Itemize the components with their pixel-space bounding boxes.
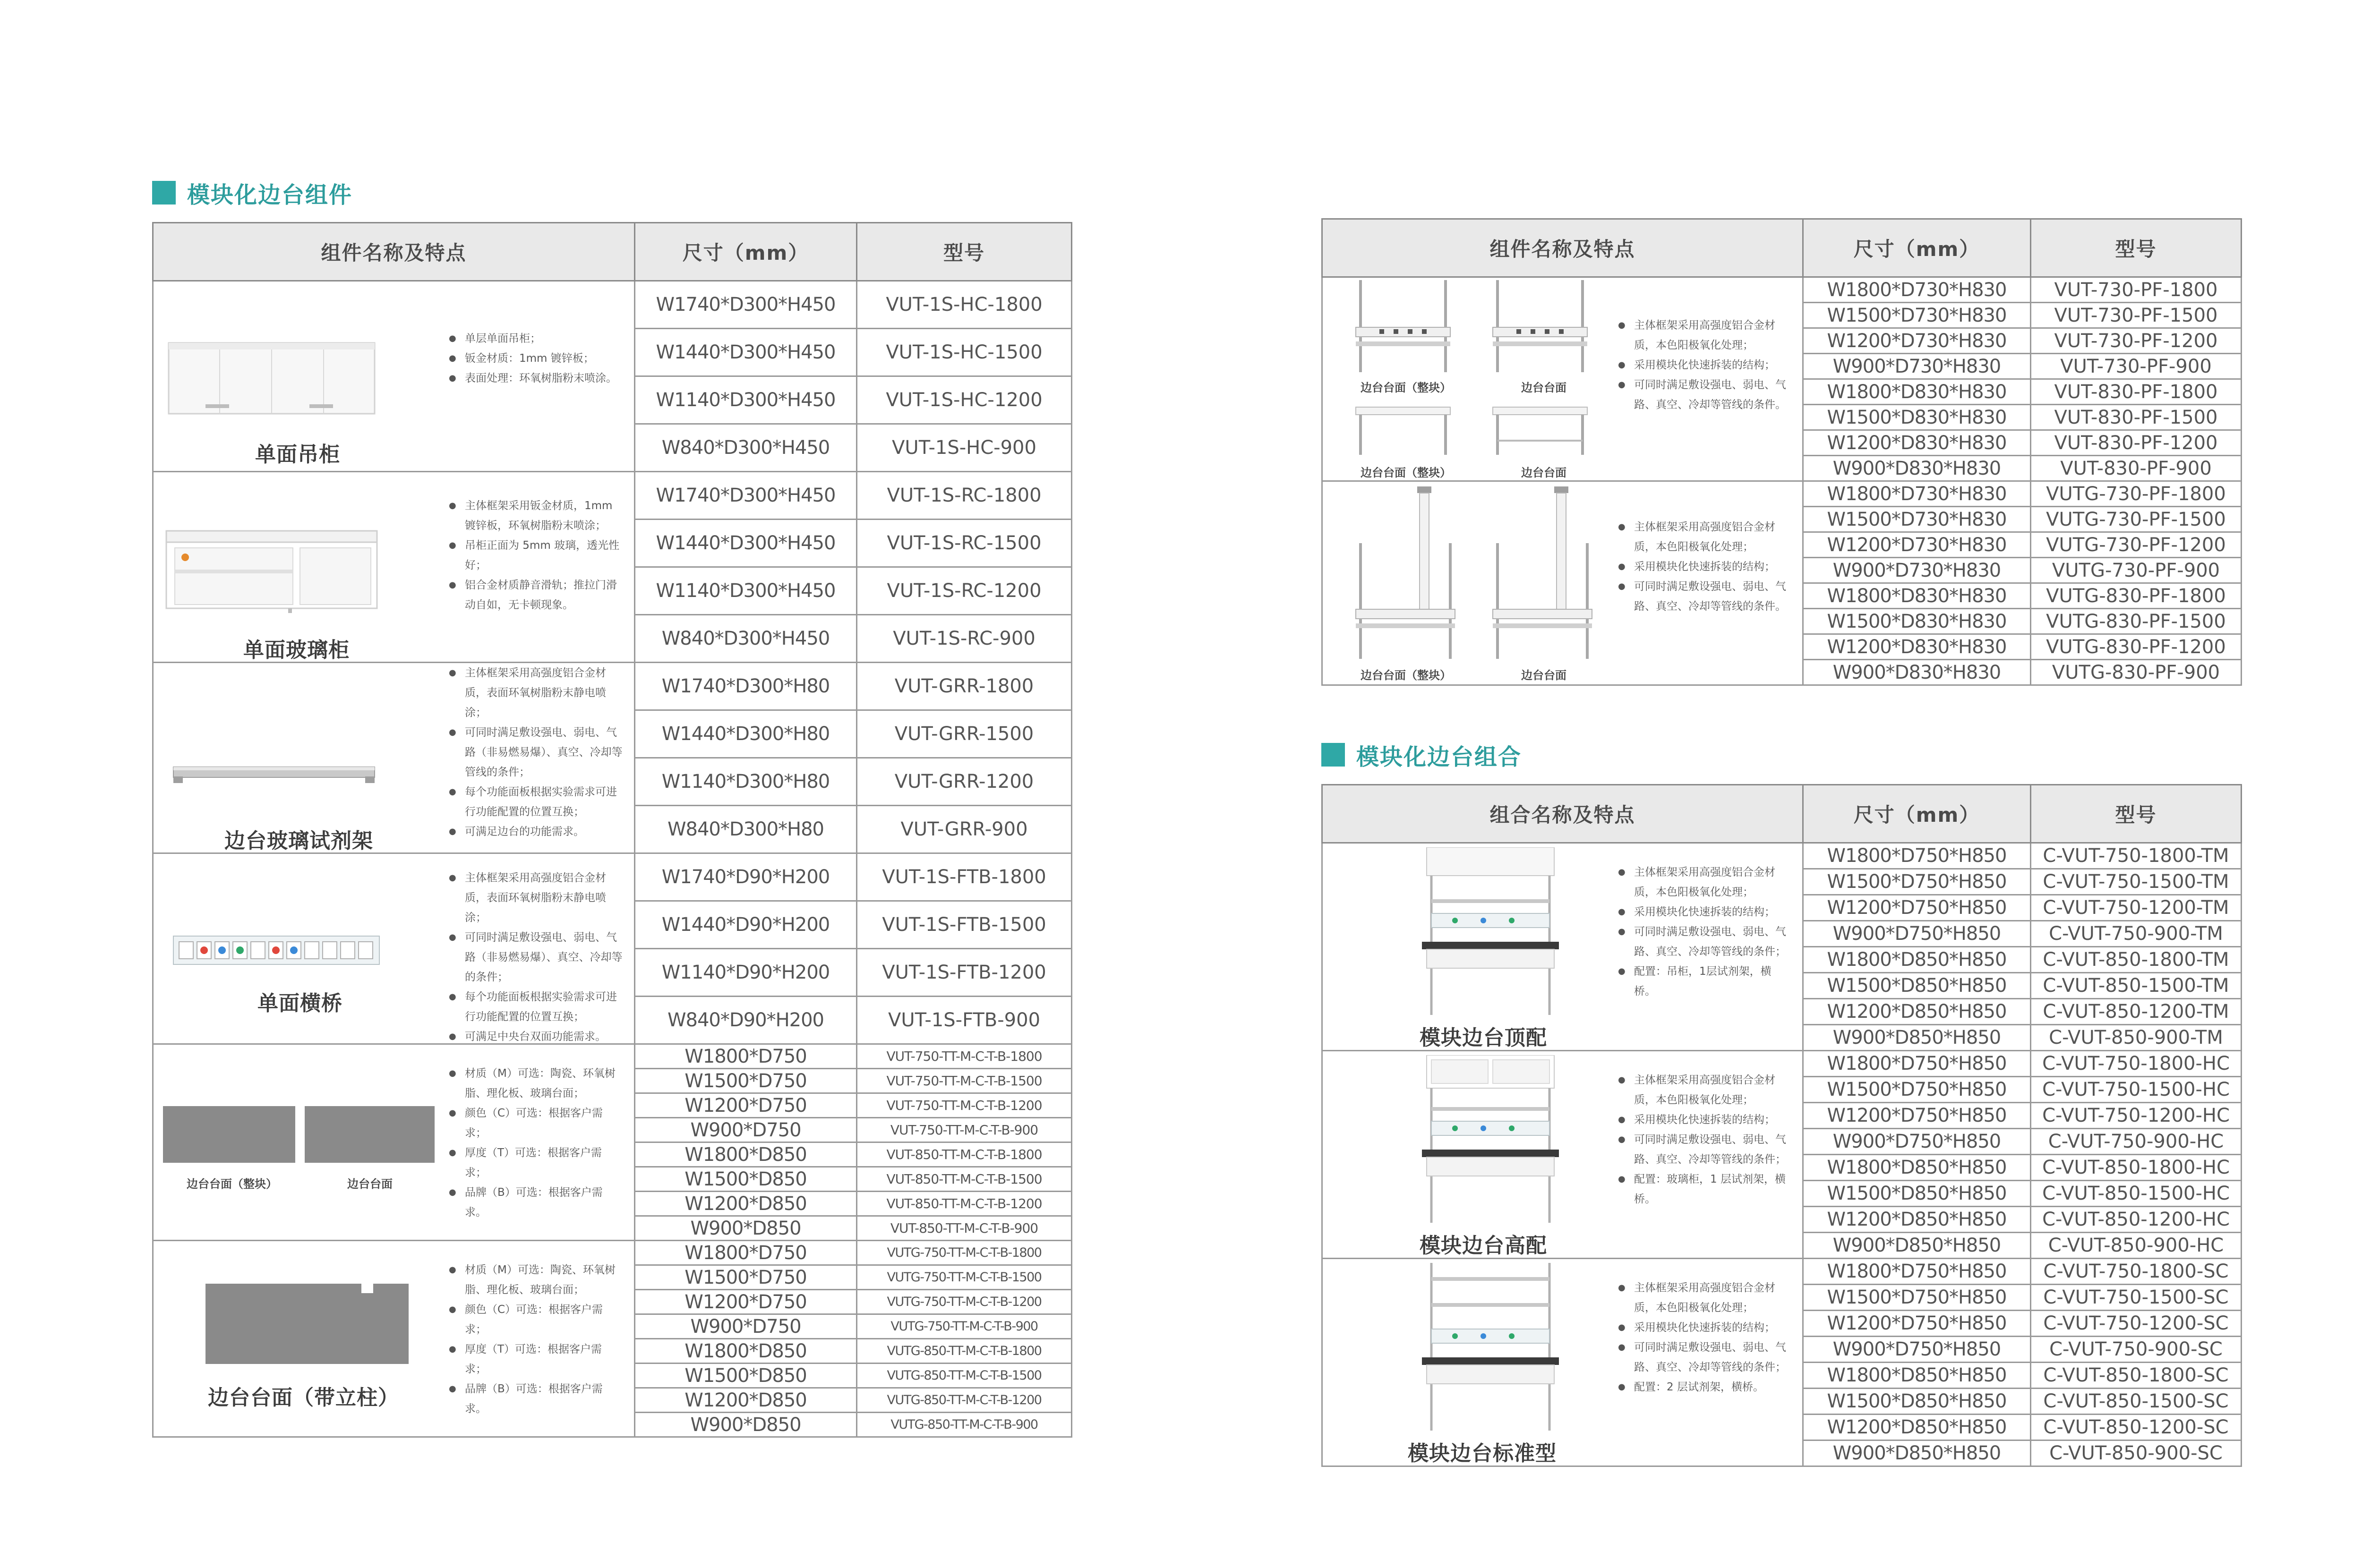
size-cell: W1740*D300*H80	[635, 663, 857, 710]
feature-list	[1618, 862, 1788, 1001]
model-cell: VUT-1S-RC-1500	[857, 520, 1072, 567]
feature-list	[449, 868, 624, 1044]
feature-item: ● 颜色（C）可选：根据客户需求；	[449, 1103, 624, 1143]
feature-list	[449, 1260, 624, 1419]
group-name: 模块边台高配	[1420, 1234, 1547, 1258]
model-cell: VUT-830-PF-900	[2031, 456, 2242, 481]
header-model: 型号	[2031, 785, 2242, 843]
countertop-column-icon	[205, 1284, 409, 1364]
model-cell: VUTG-850-TT-M-C-T-B-1200	[857, 1388, 1072, 1413]
size-cell: W900*D830*H830	[1803, 456, 2031, 481]
model-cell: VUT-750-TT-M-C-T-B-1800	[857, 1044, 1072, 1069]
combo-top-icon	[1417, 847, 1564, 1017]
feature-item: ● 采用模块化快速拆装的结构；	[1618, 902, 1788, 922]
feature-item: ● 可同时满足敷设强电、弱电、气路（非易燃易爆）、真空、冷却等管线的条件；	[449, 723, 624, 782]
size-cell: W1440*D300*H450	[635, 329, 857, 376]
combo-high-icon	[1417, 1055, 1564, 1225]
feature-item: ● 每个功能面板根据实验需求可进行功能配置的位置互换；	[449, 987, 624, 1027]
reagent-rack-icon	[172, 762, 376, 786]
size-cell: W900*D850*H850	[1803, 1440, 2031, 1466]
size-cell: W1500*D750*H850	[1803, 1285, 2031, 1311]
group-frame-standard	[1322, 277, 1803, 481]
size-cell: W1200*D850	[635, 1192, 857, 1216]
model-cell: VUT-1S-FTB-1800	[857, 853, 1072, 901]
model-cell: VUT-730-PF-1500	[2031, 303, 2242, 328]
size-cell: W900*D850	[635, 1413, 857, 1437]
frame-base-whole-icon	[1351, 405, 1455, 457]
header-name: 组合名称及特点	[1322, 785, 1803, 843]
size-cell: W1200*D750	[635, 1290, 857, 1314]
size-cell: W1200*D830*H830	[1803, 634, 2031, 660]
model-cell: VUTG-850-TT-M-C-T-B-1500	[857, 1363, 1072, 1388]
size-cell: W1800*D750	[635, 1044, 857, 1069]
size-cell: W1800*D750*H850	[1803, 1051, 2031, 1077]
feature-item: ● 品牌（B）可选：根据客户需求。	[449, 1183, 624, 1222]
group-name: 边台台面（带立柱）	[208, 1386, 399, 1410]
size-cell: W1800*D750*H850	[1803, 843, 2031, 869]
feature-list	[449, 1064, 624, 1222]
frame-whole-label: 边台台面（整块）	[1361, 381, 1451, 394]
size-cell: W1500*D750	[635, 1069, 857, 1093]
feature-item: ● 主体框架采用高强度铝合金材质，表面环氧树脂粉末静电喷涂；	[449, 663, 624, 723]
feature-item: ● 配置：2 层试剂架，横桥。	[1618, 1377, 1788, 1397]
left-section-title	[152, 179, 352, 207]
model-cell: C-VUT-850-1500-HC	[2031, 1181, 2242, 1207]
header-name: 组件名称及特点	[153, 223, 635, 281]
model-cell: C-VUT-750-1200-HC	[2031, 1103, 2242, 1129]
size-cell: W900*D750	[635, 1118, 857, 1142]
size-cell: W1800*D730*H830	[1803, 277, 2031, 303]
size-cell: W1140*D90*H200	[635, 949, 857, 997]
size-cell: W1500*D750*H850	[1803, 1077, 2031, 1103]
feature-item: ● 可同时满足敷设强电、弱电、气路、真空、冷却等管线的条件；	[1618, 1130, 1788, 1169]
title-square-icon	[152, 181, 176, 205]
size-cell: W900*D850*H850	[1803, 1233, 2031, 1259]
size-cell: W840*D90*H200	[635, 997, 857, 1044]
left-components-table	[152, 222, 1072, 1438]
model-cell: C-VUT-850-1800-TM	[2031, 947, 2242, 973]
size-cell: W840*D300*H450	[635, 615, 857, 663]
size-cell: W1200*D730*H830	[1803, 532, 2031, 558]
size-cell: W1500*D750	[635, 1265, 857, 1290]
size-cell: W1500*D850*H850	[1803, 1389, 2031, 1415]
size-cell: W1140*D300*H450	[635, 567, 857, 615]
group-combo-top	[1322, 843, 1803, 1051]
feature-item: ● 采用模块化快速拆装的结构；	[1618, 1318, 1788, 1338]
feature-item: ● 可同时满足敷设强电、弱电、气路（非易燃易爆）、真空、冷却等的条件；	[449, 928, 624, 987]
model-cell: C-VUT-850-1800-SC	[2031, 1363, 2242, 1389]
size-cell: W900*D850	[635, 1216, 857, 1241]
model-cell: C-VUT-750-1200-SC	[2031, 1311, 2242, 1337]
model-cell: VUT-750-TT-M-C-T-B-900	[857, 1118, 1072, 1142]
model-cell: VUT-730-PF-1200	[2031, 328, 2242, 354]
feature-item: ● 颜色（C）可选：根据客户需求；	[449, 1300, 624, 1339]
header-name: 组件名称及特点	[1322, 219, 1803, 277]
header-size: 尺寸（mm）	[1803, 785, 2031, 843]
right-title-text: 模块化边台组合	[1356, 743, 1522, 770]
feature-item: ● 主体框架采用高强度铝合金材质，本色阳极氧化处理；	[1618, 517, 1788, 557]
size-cell: W1200*D750*H850	[1803, 895, 2031, 921]
size-cell: W1800*D850	[635, 1339, 857, 1363]
size-cell: W1500*D830*H830	[1803, 405, 2031, 430]
model-cell: VUTG-750-TT-M-C-T-B-1800	[857, 1241, 1072, 1265]
model-cell: C-VUT-750-1800-SC	[2031, 1259, 2242, 1285]
title-square-icon	[1321, 743, 1345, 767]
feature-item: ● 可满足中央台双面功能需求。	[449, 1027, 624, 1044]
size-cell: W900*D730*H830	[1803, 354, 2031, 379]
model-cell: VUTG-730-PF-900	[2031, 558, 2242, 583]
model-cell: VUT-850-TT-M-C-T-B-1200	[857, 1192, 1072, 1216]
group-name: 边台玻璃试剂架	[224, 829, 373, 853]
model-cell: C-VUT-750-900-TM	[2031, 921, 2242, 947]
model-cell: C-VUT-750-900-HC	[2031, 1129, 2242, 1155]
model-cell: VUT-GRR-1500	[857, 710, 1072, 758]
size-cell: W1140*D300*H80	[635, 758, 857, 806]
model-cell: VUT-GRR-1200	[857, 758, 1072, 806]
feature-item: ● 每个功能面板根据实验需求可进行功能配置的位置互换；	[449, 782, 624, 822]
size-cell: W1200*D750*H850	[1803, 1103, 2031, 1129]
feature-item: ● 吊柜正面为 5mm 玻璃，透光性好；	[449, 536, 621, 575]
group-frame-column	[1322, 481, 1803, 685]
model-cell: VUTG-830-PF-1800	[2031, 583, 2242, 609]
model-cell: VUT-1S-RC-1200	[857, 567, 1072, 615]
model-cell: VUT-1S-FTB-1200	[857, 949, 1072, 997]
feature-item: ● 单层单面吊柜；	[449, 329, 624, 349]
frame-column-whole-icon	[1351, 486, 1460, 661]
model-cell: VUT-730-PF-1800	[2031, 277, 2242, 303]
size-cell: W1440*D300*H450	[635, 520, 857, 567]
model-cell: VUT-850-TT-M-C-T-B-1500	[857, 1167, 1072, 1192]
feature-item: ● 可同时满足敷设强电、弱电、气路、真空、冷却等管线的条件。	[1618, 577, 1788, 616]
feature-item: ● 采用模块化快速拆装的结构；	[1618, 355, 1788, 375]
size-cell: W1800*D850*H850	[1803, 1155, 2031, 1181]
size-cell: W1800*D850*H850	[1803, 947, 2031, 973]
model-cell: VUTG-750-TT-M-C-T-B-1500	[857, 1265, 1072, 1290]
feature-list	[449, 329, 624, 388]
size-cell: W1200*D850*H850	[1803, 1415, 2031, 1440]
size-cell: W900*D730*H830	[1803, 558, 2031, 583]
feature-list	[1618, 1278, 1788, 1397]
group-glass-cabinet	[153, 472, 635, 663]
feature-item: ● 主体框架采用高强度铝合金材质，本色阳极氧化处理；	[1618, 315, 1788, 355]
feature-item: ● 可同时满足敷设强电、弱电、气路、真空、冷却等管线的条件。	[1618, 375, 1788, 415]
feature-item: ● 铝合金材质静音滑轨；推拉门滑动自如，无卡顿现象。	[449, 575, 621, 615]
feature-list	[1618, 1070, 1788, 1209]
size-cell: W1200*D750*H850	[1803, 1311, 2031, 1337]
frame-whole-icon	[1351, 280, 1455, 375]
group-name: 单面横桥	[257, 991, 342, 1015]
size-cell: W1200*D830*H830	[1803, 430, 2031, 456]
feature-item: ● 钣金材质：1mm 镀锌板；	[449, 349, 624, 368]
model-cell: VUT-850-TT-M-C-T-B-900	[857, 1216, 1072, 1241]
model-cell: C-VUT-850-1200-SC	[2031, 1415, 2242, 1440]
size-cell: W1200*D850	[635, 1388, 857, 1413]
size-cell: W1500*D850*H850	[1803, 1181, 2031, 1207]
feature-item: ● 材质（M）可选：陶瓷、环氧树脂、理化板、玻璃台面；	[449, 1064, 624, 1103]
model-cell: VUT-750-TT-M-C-T-B-1500	[857, 1069, 1072, 1093]
size-cell: W1500*D730*H830	[1803, 303, 2031, 328]
feature-item: ● 材质（M）可选：陶瓷、环氧树脂、理化板、玻璃台面；	[449, 1260, 624, 1300]
left-title-text: 模块化边台组件	[187, 181, 353, 208]
size-cell: W1500*D850*H850	[1803, 973, 2031, 999]
size-cell: W1740*D300*H450	[635, 281, 857, 329]
feature-item: ● 可满足边台的功能需求。	[449, 822, 624, 842]
size-cell: W1800*D730*H830	[1803, 481, 2031, 507]
model-cell: VUT-1S-FTB-900	[857, 997, 1072, 1044]
model-cell: C-VUT-850-1200-TM	[2031, 999, 2242, 1025]
model-cell: C-VUT-850-1500-SC	[2031, 1389, 2242, 1415]
model-cell: VUTG-830-PF-1200	[2031, 634, 2242, 660]
feature-item: ● 配置：玻璃柜，1 层试剂架，横桥。	[1618, 1169, 1788, 1209]
group-wall-cabinet	[153, 281, 635, 472]
group-name: 模块边台顶配	[1420, 1026, 1547, 1050]
size-cell: W1800*D850	[635, 1142, 857, 1167]
model-cell: VUTG-730-PF-1500	[2031, 507, 2242, 532]
model-cell: VUT-GRR-900	[857, 806, 1072, 853]
model-cell: C-VUT-750-1500-SC	[2031, 1285, 2242, 1311]
feature-list	[1618, 315, 1788, 415]
group-combo-high	[1322, 1051, 1803, 1259]
size-cell: W1200*D850*H850	[1803, 1207, 2031, 1233]
model-cell: C-VUT-750-1200-TM	[2031, 895, 2242, 921]
feature-list	[449, 663, 624, 842]
group-name: 模块边台标准型	[1408, 1441, 1557, 1466]
size-cell: W1800*D830*H830	[1803, 583, 2031, 609]
countertop-whole-label: 边台台面（整块）	[187, 1177, 277, 1191]
feature-item: ● 主体框架采用高强度铝合金材质，表面环氧树脂粉末静电喷涂；	[449, 868, 624, 928]
feature-item: ● 主体框架采用钣金材质，1mm 镀锌板，环氧树脂粉末喷涂；	[449, 496, 621, 536]
right-frames-table	[1321, 218, 2242, 686]
model-cell: C-VUT-750-1800-HC	[2031, 1051, 2242, 1077]
size-cell: W1500*D730*H830	[1803, 507, 2031, 532]
model-cell: VUTG-850-TT-M-C-T-B-1800	[857, 1339, 1072, 1363]
frame-icon	[1488, 280, 1592, 375]
model-cell: C-VUT-850-1500-TM	[2031, 973, 2242, 999]
header-model: 型号	[2031, 219, 2242, 277]
model-cell: VUT-1S-RC-900	[857, 615, 1072, 663]
feature-item: ● 主体框架采用高强度铝合金材质，本色阳极氧化处理；	[1618, 1070, 1788, 1110]
size-cell: W1800*D850*H850	[1803, 1363, 2031, 1389]
model-cell: VUT-850-TT-M-C-T-B-1800	[857, 1142, 1072, 1167]
size-cell: W840*D300*H450	[635, 424, 857, 472]
model-cell: C-VUT-750-1500-HC	[2031, 1077, 2242, 1103]
feature-item: ● 厚度（T）可选：根据客户需求；	[449, 1143, 624, 1183]
countertop-icon	[305, 1106, 435, 1163]
feature-item: ● 厚度（T）可选：根据客户需求；	[449, 1339, 624, 1379]
model-cell: C-VUT-850-900-HC	[2031, 1233, 2242, 1259]
model-cell: C-VUT-750-1800-TM	[2031, 843, 2242, 869]
header-size: 尺寸（mm）	[1803, 219, 2031, 277]
feature-item: ● 采用模块化快速拆装的结构；	[1618, 557, 1788, 577]
group-countertop	[153, 1044, 635, 1241]
group-name: 单面吊柜	[255, 443, 340, 467]
model-cell: VUT-GRR-1800	[857, 663, 1072, 710]
model-cell: VUT-1S-HC-900	[857, 424, 1072, 472]
countertop-label: 边台台面	[347, 1177, 393, 1191]
size-cell: W1500*D830*H830	[1803, 609, 2031, 634]
model-cell: C-VUT-750-1500-TM	[2031, 869, 2242, 895]
model-cell: VUTG-830-PF-1500	[2031, 609, 2242, 634]
frame-base-icon	[1488, 405, 1592, 457]
frame-label: 边台台面	[1521, 381, 1566, 394]
size-cell: W1200*D750	[635, 1093, 857, 1118]
feature-item: ● 采用模块化快速拆装的结构；	[1618, 1110, 1788, 1130]
size-cell: W1140*D300*H450	[635, 376, 857, 424]
model-cell: VUT-1S-HC-1200	[857, 376, 1072, 424]
model-cell: VUT-1S-HC-1500	[857, 329, 1072, 376]
glass-cabinet-icon	[165, 529, 378, 614]
model-cell: VUTG-750-TT-M-C-T-B-900	[857, 1314, 1072, 1339]
model-cell: C-VUT-850-900-TM	[2031, 1025, 2242, 1051]
feature-item: ● 可同时满足敷设强电、弱电、气路、真空、冷却等管线的条件；	[1618, 1338, 1788, 1377]
model-cell: C-VUT-850-1200-HC	[2031, 1207, 2242, 1233]
size-cell: W1800*D830*H830	[1803, 379, 2031, 405]
size-cell: W1800*D750*H850	[1803, 1259, 2031, 1285]
group-combo-standard	[1322, 1259, 1803, 1466]
size-cell: W900*D850*H850	[1803, 1025, 2031, 1051]
model-cell: C-VUT-850-1800-HC	[2031, 1155, 2242, 1181]
frame-column-label: 边台台面	[1521, 669, 1566, 682]
size-cell: W900*D830*H830	[1803, 660, 2031, 685]
feature-list	[449, 496, 621, 615]
size-cell: W1200*D850*H850	[1803, 999, 2031, 1025]
feature-item: ● 可同时满足敷设强电、弱电、气路、真空、冷却等管线的条件；	[1618, 922, 1788, 962]
header-size: 尺寸（mm）	[635, 223, 857, 281]
model-cell: VUT-1S-RC-1800	[857, 472, 1072, 520]
feature-item: ● 表面处理：环氧树脂粉末喷涂。	[449, 368, 624, 388]
group-name: 单面玻璃柜	[243, 638, 350, 662]
model-cell: VUTG-850-TT-M-C-T-B-900	[857, 1413, 1072, 1437]
model-cell: VUT-830-PF-1800	[2031, 379, 2242, 405]
model-cell: VUT-1S-FTB-1500	[857, 901, 1072, 949]
size-cell: W1800*D750	[635, 1241, 857, 1265]
size-cell: W1440*D90*H200	[635, 901, 857, 949]
size-cell: W900*D750	[635, 1314, 857, 1339]
frame-column-icon	[1488, 486, 1597, 661]
size-cell: W1740*D90*H200	[635, 853, 857, 901]
group-service-bridge	[153, 853, 635, 1044]
model-cell: VUTG-830-PF-900	[2031, 660, 2242, 685]
right-combos-table	[1321, 784, 2242, 1467]
service-bridge-icon	[172, 934, 380, 967]
size-cell: W840*D300*H80	[635, 806, 857, 853]
countertop-whole-icon	[163, 1106, 295, 1163]
group-reagent-rack	[153, 663, 635, 853]
size-cell: W900*D750*H850	[1803, 1129, 2031, 1155]
wall-cabinet-icon	[168, 338, 376, 418]
model-cell: VUT-830-PF-1500	[2031, 405, 2242, 430]
feature-list	[1618, 517, 1788, 616]
size-cell: W1500*D850	[635, 1167, 857, 1192]
combo-standard-icon	[1417, 1263, 1564, 1433]
size-cell: W900*D750*H850	[1803, 1337, 2031, 1363]
feature-item: ● 主体框架采用高强度铝合金材质，本色阳极氧化处理；	[1618, 862, 1788, 902]
model-cell: VUT-830-PF-1200	[2031, 430, 2242, 456]
size-cell: W1440*D300*H80	[635, 710, 857, 758]
model-cell: C-VUT-850-900-SC	[2031, 1440, 2242, 1466]
model-cell: VUT-730-PF-900	[2031, 354, 2242, 379]
right-section-title	[1321, 741, 1522, 769]
model-cell: VUTG-750-TT-M-C-T-B-1200	[857, 1290, 1072, 1314]
size-cell: W1740*D300*H450	[635, 472, 857, 520]
feature-item: ● 品牌（B）可选：根据客户需求。	[449, 1379, 624, 1419]
model-cell: VUT-1S-HC-1800	[857, 281, 1072, 329]
frame-column-whole-label: 边台台面（整块）	[1361, 669, 1451, 682]
model-cell: VUT-750-TT-M-C-T-B-1200	[857, 1093, 1072, 1118]
header-model: 型号	[857, 223, 1072, 281]
frame-base-whole-label: 边台台面（整块）	[1361, 466, 1451, 479]
group-countertop-column	[153, 1241, 635, 1437]
model-cell: C-VUT-750-900-SC	[2031, 1337, 2242, 1363]
size-cell: W900*D750*H850	[1803, 921, 2031, 947]
feature-item: ● 配置：吊柜，1层试剂架，横桥。	[1618, 962, 1788, 1001]
feature-item: ● 主体框架采用高强度铝合金材质，本色阳极氧化处理；	[1618, 1278, 1788, 1318]
frame-base-label: 边台台面	[1521, 466, 1566, 479]
size-cell: W1200*D730*H830	[1803, 328, 2031, 354]
model-cell: VUTG-730-PF-1800	[2031, 481, 2242, 507]
size-cell: W1500*D850	[635, 1363, 857, 1388]
size-cell: W1500*D750*H850	[1803, 869, 2031, 895]
model-cell: VUTG-730-PF-1200	[2031, 532, 2242, 558]
